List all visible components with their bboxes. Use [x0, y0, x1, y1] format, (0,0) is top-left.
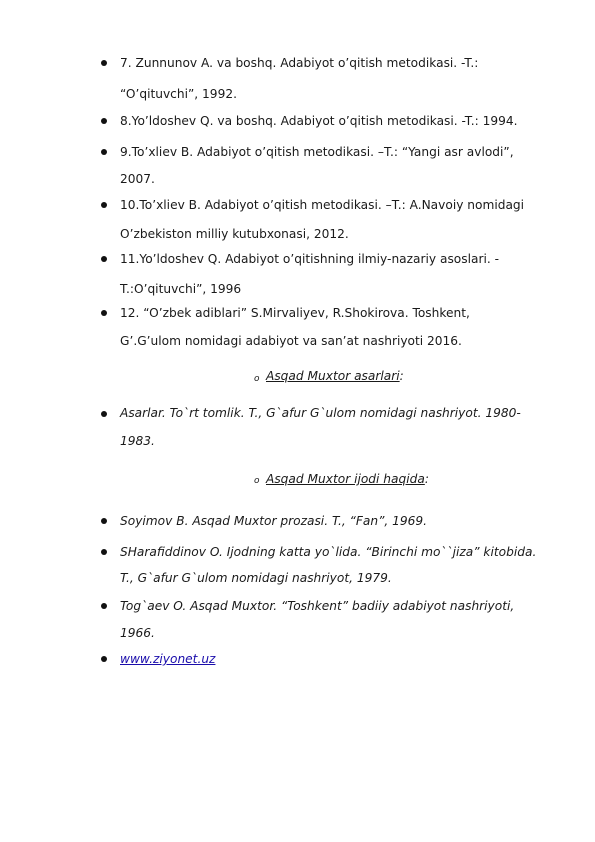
- sub-bullet-marker: o: [254, 374, 260, 384]
- bullet-icon: [101, 256, 107, 262]
- section-heading-works: [266, 369, 404, 383]
- about-item-continuation: T., G`afur G`ulom nomidagi nashriyot, 1979.: [120, 571, 392, 585]
- about-item: Tog`aev O. Asqad Muxtor. “Toshkent” badiiy adabiyot nashriyoti,: [120, 599, 515, 613]
- works-item-continuation: 1983.: [120, 434, 155, 448]
- section-heading-text: Asqad Muxtor ijodi haqida: [266, 472, 425, 486]
- reference-item-continuation: “O’qituvchi”, 1992.: [120, 87, 237, 101]
- bullet-icon: [101, 60, 107, 66]
- section-heading-suffix: :: [424, 472, 429, 486]
- section-heading-text: Asqad Muxtor asarlari: [266, 369, 400, 383]
- bullet-icon: [101, 411, 107, 417]
- reference-item: 8.Yo’ldoshev Q. va boshq. Adabiyot o’qitish metodikasi. -T.: 1994.: [120, 114, 518, 128]
- bullet-icon: [101, 310, 107, 316]
- bullet-icon: [101, 549, 107, 555]
- reference-item-continuation: T.:O’qituvchi”, 1996: [120, 282, 242, 296]
- reference-item: 9.To’xliev B. Adabiyot o’qitish metodikasi. –T.: “Yangi asr avlodi”,: [120, 145, 514, 159]
- section-heading-about: [266, 472, 429, 486]
- bullet-icon: [101, 202, 107, 208]
- reference-item: 12. “O’zbek adiblari” S.Mirvaliyev, R.Shokirova. Toshkent,: [120, 306, 470, 320]
- about-item: Soyimov B. Asqad Muxtor prozasi. T., “Fan”, 1969.: [120, 514, 428, 528]
- bullet-icon: [101, 149, 107, 155]
- works-item: Asarlar. To`rt tomlik. T., G`afur G`ulom nomidagi nashriyot. 1980-: [120, 406, 521, 420]
- bullet-icon: [101, 656, 107, 662]
- reference-item: 10.To’xliev B. Adabiyot o’qitish metodikasi. –T.: A.Navoiy nomidagi: [120, 198, 525, 212]
- sub-bullet-marker: o: [254, 476, 260, 486]
- bullet-icon: [101, 518, 107, 524]
- reference-item-continuation: O’zbekiston milliy kutubxonasi, 2012.: [120, 227, 349, 241]
- reference-item: 7. Zunnunov A. va boshq. Adabiyot o’qitish metodikasi. -T.:: [120, 56, 479, 70]
- link-item: [120, 644, 560, 675]
- about-item-continuation: 1966.: [120, 626, 155, 640]
- section-heading-suffix: :: [399, 369, 404, 383]
- reference-item: 11.Yo’ldoshev Q. Adabiyot o’qitishning ilmiy-nazariy asoslari. -: [120, 252, 500, 266]
- bullet-icon: [101, 603, 107, 609]
- reference-item-continuation: 2007.: [120, 172, 155, 186]
- about-item: SHarafiddinov O. Ijodning katta yo`lida. “Birinchi mo``jiza” kitobida.: [120, 545, 537, 559]
- bullet-icon: [101, 118, 107, 124]
- ziyonet-link[interactable]: www.ziyonet.uz: [120, 652, 216, 666]
- reference-item-continuation: G’.G’ulom nomidagi adabiyot va san’at nashriyoti 2016.: [120, 334, 462, 348]
